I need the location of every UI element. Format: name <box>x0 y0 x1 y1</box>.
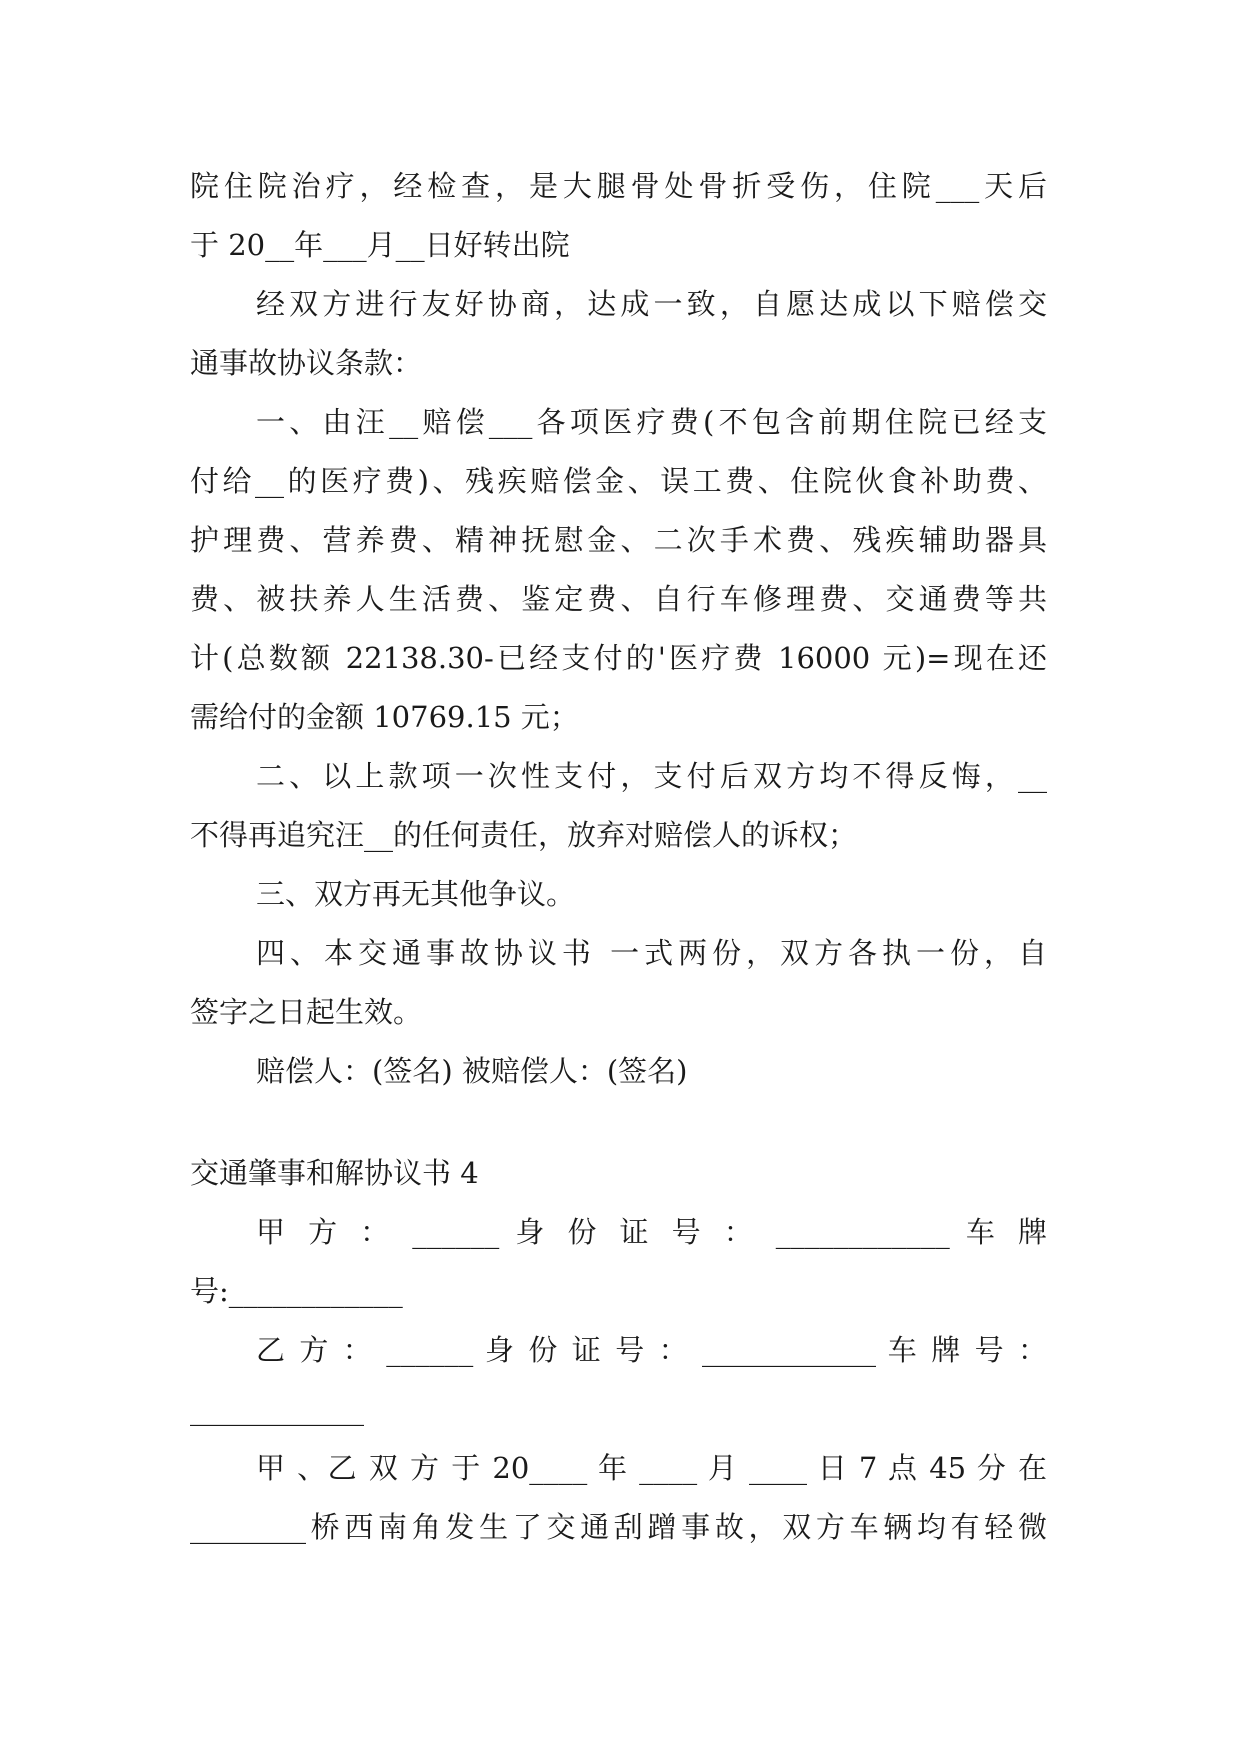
party-b-line: ____________ <box>190 1392 364 1426</box>
clause-two-line: 不得再追究汪__的任何责任，放弃对赔偿人的诉权； <box>190 818 858 852</box>
section-title: 交通肇事和解协议书 4 <box>190 1156 479 1190</box>
clause-four-line: 四、本交通事故协议书 一式两份，双方各执一份，自 <box>256 936 1047 970</box>
paragraph-line: 通事故协议条款： <box>190 346 423 380</box>
party-b-line: 乙 方 ： ______ 身 份 证 号 ： ____________ 车 牌 号 ： <box>256 1333 1047 1367</box>
paragraph-line: 经双方进行友好协商，达成一致，自愿达成以下赔偿交 <box>256 287 1047 321</box>
clause-one-line: 需给付的金额 10769.15 元； <box>190 700 579 734</box>
clause-one-line: 护理费、营养费、精神抚慰金、二次手术费、残疾辅助器具 <box>190 523 1047 557</box>
party-a-line: 甲 方 ： ______ 身 份 证 号 ： ____________ 车 牌 <box>256 1215 1047 1249</box>
signature-line: 赔偿人：(签名) 被赔偿人：(签名) <box>256 1054 688 1088</box>
clause-one-line: 付给__的医疗费)、残疾赔偿金、误工费、住院伙食补助费、 <box>190 464 1047 498</box>
clause-two-line: 二、以上款项一次性支付，支付后双方均不得反悔，__ <box>256 759 1047 793</box>
incident-line: ________桥西南角发生了交通刮蹭事故，双方车辆均有轻微 <box>190 1510 1047 1544</box>
incident-line: 甲 、乙 双 方 于 20____ 年 ____ 月 ____ 日 7 点 45 分 在 <box>256 1451 1047 1485</box>
clause-three-line: 三、双方再无其他争议。 <box>256 877 576 911</box>
paragraph-line: 于 20__年___月__日好转出院 <box>190 228 570 262</box>
clause-one-line: 费、被扶养人生活费、鉴定费、自行车修理费、交通费等共 <box>190 582 1047 616</box>
paragraph-line: 院住院治疗，经检查，是大腿骨处骨折受伤，住院___天后 <box>190 169 1047 203</box>
party-a-line: 号:____________ <box>190 1274 403 1308</box>
clause-four-line: 签字之日起生效。 <box>190 995 423 1029</box>
clause-one-line: 一、由汪__赔偿___各项医疗费(不包含前期住院已经支 <box>256 405 1047 439</box>
clause-one-line: 计(总数额 22138.30-已经支付的'医疗费 16000 元)=现在还 <box>190 641 1047 675</box>
